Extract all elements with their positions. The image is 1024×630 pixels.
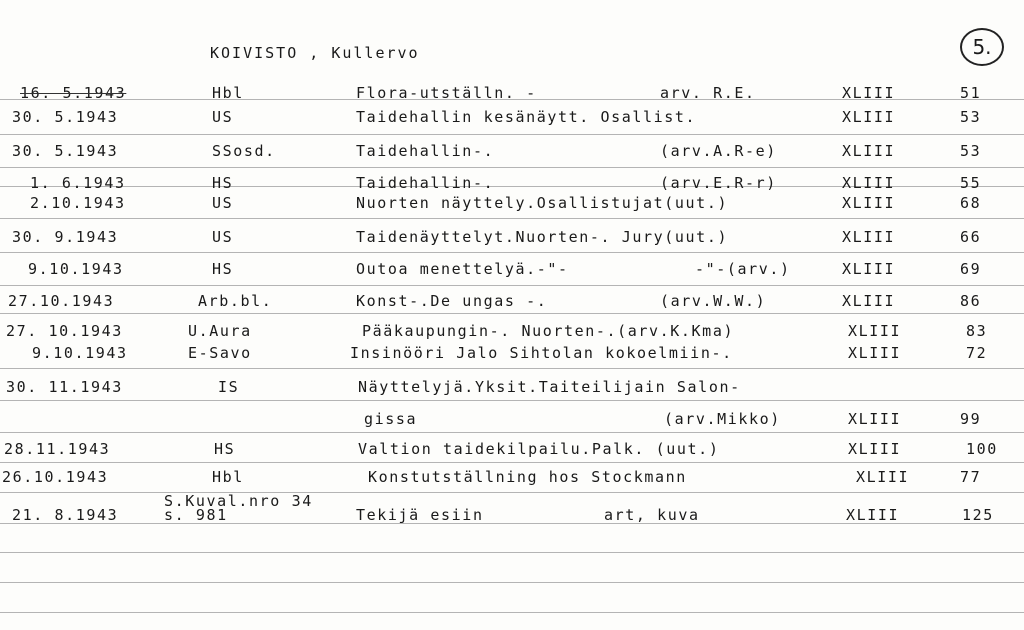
entry-source: SSosd. (212, 142, 276, 160)
rule-line (0, 285, 1024, 286)
rule-line (0, 167, 1024, 168)
entry-volume: XLIII (842, 108, 896, 126)
entry-date: 27. 10.1943 (6, 322, 123, 340)
entry-page: 51 (960, 84, 982, 102)
entry-volume: XLIII (842, 84, 896, 102)
entry-date: 30. 11.1943 (6, 378, 123, 396)
entry-title: Outoa menettelyä.-"- (356, 260, 569, 278)
entry-title: Nuorten näyttely.Osallistujat(uut.) (356, 194, 729, 212)
entry-source: U.Aura (188, 322, 252, 340)
rule-line (0, 400, 1024, 401)
entry-title: Taidehallin-. (356, 174, 495, 192)
entry-title: Tekijä esiin (356, 506, 484, 524)
entry-volume: XLIII (848, 322, 902, 340)
entry-page: 77 (960, 468, 982, 486)
entry-page: 86 (960, 292, 982, 310)
entry-title: Taidenäyttelyt.Nuorten-. Jury(uut.) (356, 228, 729, 246)
entry-date: 21. 8.1943 (12, 506, 119, 524)
rule-line (0, 218, 1024, 219)
entry-source: Arb.bl. (198, 292, 273, 310)
entry-note: art, kuva (604, 506, 700, 524)
entry-source: Hbl (212, 84, 244, 102)
rule-line (0, 368, 1024, 369)
entry-date: 30. 5.1943 (12, 142, 119, 160)
entry-volume: XLIII (842, 292, 896, 310)
entry-volume: XLIII (846, 506, 900, 524)
entry-volume: XLIII (842, 260, 896, 278)
rule-line (0, 612, 1024, 613)
card-number: 5. (972, 35, 992, 59)
entry-title: Konstutställning hos Stockmann (368, 468, 687, 486)
entry-source-page: s. 981 (164, 506, 228, 524)
entry-note: (arv.E.R-r) (660, 174, 777, 192)
card-number-circle (960, 28, 1004, 66)
entry-source: HS (214, 440, 236, 458)
entry-volume: XLIII (842, 142, 896, 160)
entry-note: (arv.W.W.) (660, 292, 767, 310)
entry-date: 1. 6.1943 (30, 174, 126, 192)
entry-title: Insinööri Jalo Sihtolan kokoelmiin-. (350, 344, 733, 362)
entry-volume: XLIII (856, 468, 910, 486)
entry-volume: XLIII (848, 410, 902, 428)
entry-title: Konst-.De ungas -. (356, 292, 548, 310)
entry-source: US (212, 194, 234, 212)
entry-title: Taidehallin kesänäytt. Osallist. (356, 108, 697, 126)
entry-source: Hbl (212, 468, 244, 486)
entry-note: arv. R.E. (660, 84, 756, 102)
person-name: KOIVISTO , Kullervo (210, 44, 420, 62)
entry-page: 72 (966, 344, 988, 362)
entry-page: 66 (960, 228, 982, 246)
entry-volume: XLIII (848, 344, 902, 362)
rule-line (0, 552, 1024, 553)
entry-source: E-Savo (188, 344, 252, 362)
rule-line (0, 134, 1024, 135)
entry-page: 69 (960, 260, 982, 278)
rule-line (0, 252, 1024, 253)
rule-line (0, 492, 1024, 493)
entry-page: 125 (962, 506, 994, 524)
entry-date: 30. 9.1943 (12, 228, 119, 246)
entry-page: 99 (960, 410, 982, 428)
entry-page: 83 (966, 322, 988, 340)
entry-note: -"-(arv.) (695, 260, 791, 278)
rule-line (0, 462, 1024, 463)
entry-page: 100 (966, 440, 998, 458)
entry-date: 26.10.1943 (2, 468, 109, 486)
rule-line (0, 432, 1024, 433)
rule-line (0, 582, 1024, 583)
rule-line (0, 313, 1024, 314)
entry-volume: XLIII (842, 174, 896, 192)
entry-page: 55 (960, 174, 982, 192)
entry-title: Flora-utställn. - (356, 84, 537, 102)
entry-page: 53 (960, 142, 982, 160)
entry-date: 30. 5.1943 (12, 108, 119, 126)
entry-source: IS (218, 378, 240, 396)
entry-date: 2.10.1943 (30, 194, 126, 212)
entry-title: Pääkaupungin-. Nuorten-.(arv.K.Kma) (362, 322, 735, 340)
entry-note: (arv.A.R-e) (660, 142, 777, 160)
entry-title: gissa (364, 410, 418, 428)
entry-date: 9.10.1943 (32, 344, 128, 362)
entry-volume: XLIII (842, 228, 896, 246)
entry-title: Taidehallin-. (356, 142, 495, 160)
entry-source: US (212, 228, 234, 246)
entry-page: 68 (960, 194, 982, 212)
entry-date: 9.10.1943 (28, 260, 124, 278)
entry-source: HS (212, 174, 234, 192)
entry-title: Näyttelyjä.Yksit.Taiteilijain Salon- (358, 378, 741, 396)
entry-volume: XLIII (848, 440, 902, 458)
entry-title: Valtion taidekilpailu.Palk. (uut.) (358, 440, 720, 458)
entry-date: 27.10.1943 (8, 292, 115, 310)
entry-note: (arv.Mikko) (664, 410, 781, 428)
entry-source: US (212, 108, 234, 126)
entry-date: 28.11.1943 (4, 440, 111, 458)
entry-volume: XLIII (842, 194, 896, 212)
entry-source: HS (212, 260, 234, 278)
entry-page: 53 (960, 108, 982, 126)
entry-date: 16. 5.1943 (20, 84, 127, 102)
entry-source: S.Kuval.nro 34 (164, 492, 313, 510)
